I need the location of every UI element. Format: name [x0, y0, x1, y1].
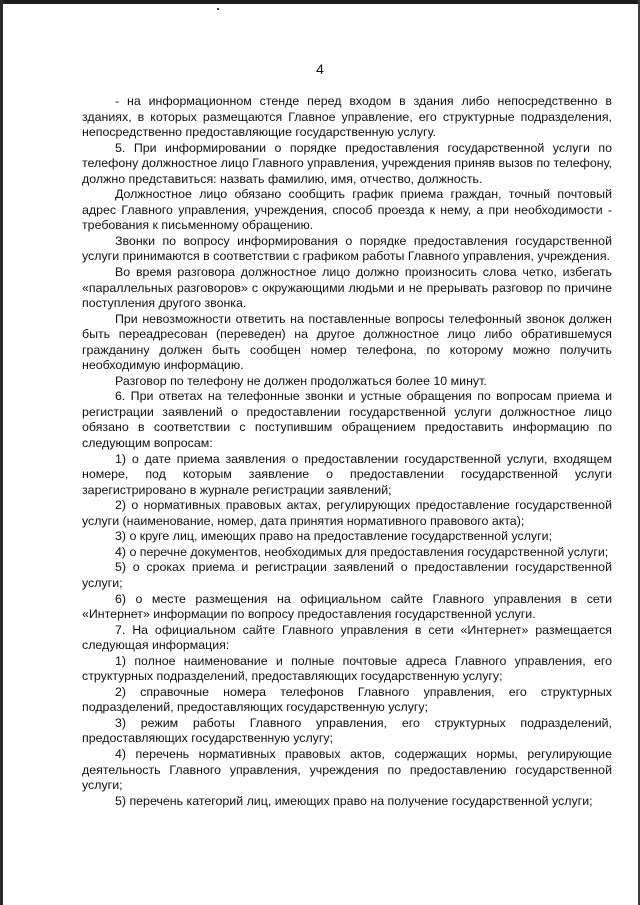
- paragraph: 7. На официальном сайте Главного управления в сети «Интернет» размещается следующая информация:: [82, 622, 612, 653]
- scan-speck: [217, 8, 219, 10]
- scan-top-edge: [0, 0, 640, 4]
- paragraph: 6. При ответах на телефонные звонки и устные обращения по вопросам приема и регистрации заявлений о предоставлении государственной услуги должностное лицо обязано в соответствии с поступившим обращением предоставить информацию по следующим вопросам:: [82, 389, 612, 451]
- list-item: 3) режим работы Главного управления, его структурных подразделений, предоставляющих государственную услугу;: [82, 715, 612, 746]
- paragraph: 5. При информировании о порядке предоставления государственной услуги по телефону должностное лицо Главного управления, учреждения приняв вызов по телефону, должно представиться: назвать фамилию, имя, отчество, должность.: [82, 140, 612, 186]
- list-item: 2) о нормативных правовых актах, регулирующих предоставление государственной услуги (наименование, номер, дата принятия нормативного правового акта);: [82, 498, 612, 528]
- paragraph: - на информационном стенде перед входом в здания либо непосредственно в зданиях, в которых размещаются Главное управление, его структурные подразделения, непосредственно предоставляющие государственную услугу.: [82, 94, 612, 140]
- document-body: [82, 94, 612, 809]
- paragraph: Разговор по телефону не должен продолжаться более 10 минут.: [115, 373, 487, 388]
- list-item: 4) перечень нормативных правовых актов, содержащих нормы, регулирующие деятельность Главного управления, учреждения по предоставлению государственной услуги;: [82, 746, 612, 793]
- list-item: 1) полное наименование и полные почтовые адреса Главного управления, его структурных подразделений, предоставляющих государственную услугу;: [82, 653, 612, 684]
- scan-left-edge: [0, 0, 3, 905]
- page-number: 4: [316, 61, 324, 77]
- list-item: 5) о сроках приема и регистрации заявлений о предоставлении государственной услуги;: [82, 560, 612, 590]
- list-item: 3) о круге лиц, имеющих право на предоставление государственной услуги;: [115, 529, 553, 544]
- list-item: 5) перечень категорий лиц, имеющих право на получение государственной услуги;: [115, 793, 593, 808]
- list-item: 2) справочные номера телефонов Главного управления, его структурных подразделений, предоставляющих государственную услугу;: [82, 684, 612, 715]
- paragraph: Во время разговора должностное лицо должно произносить слова четко, избегать «параллельных разговоров» с окружающими людьми и не прерывать разговор по причине поступления другого звонка.: [82, 265, 612, 311]
- paragraph: Должностное лицо обязано сообщить график приема граждан, точный почтовый адрес Главного управления, учреждения, способ проезда к нему, а при необходимости - требования к письменному обращению.: [82, 187, 612, 233]
- list-item: 1) о дате приема заявления о предоставлении государственной услуги, входящем номере, под которым заявление о предоставлении государственной услуги зарегистрировано в журнале регистрации заявлений;: [82, 451, 612, 497]
- list-item: 4) о перечне документов, необходимых для предоставления государственной услуги;: [115, 544, 609, 559]
- paragraph: Звонки по вопросу информирования о порядке предоставления государственной услуги принимаются в соответствии с графиком работы Главного управления, учреждения.: [82, 233, 612, 264]
- list-item: 6) о месте размещения на официальном сайте Главного управления в сети «Интернет» информации по вопросу предоставления государственной услуги.: [82, 591, 612, 622]
- paragraph: При невозможности ответить на поставленные вопросы телефонный звонок должен быть переадресован (переведен) на другое должностное лицо либо обратившемуся гражданину должен быть сообщен номер телефона, по которому можно получить необходимую информацию.: [82, 311, 612, 373]
